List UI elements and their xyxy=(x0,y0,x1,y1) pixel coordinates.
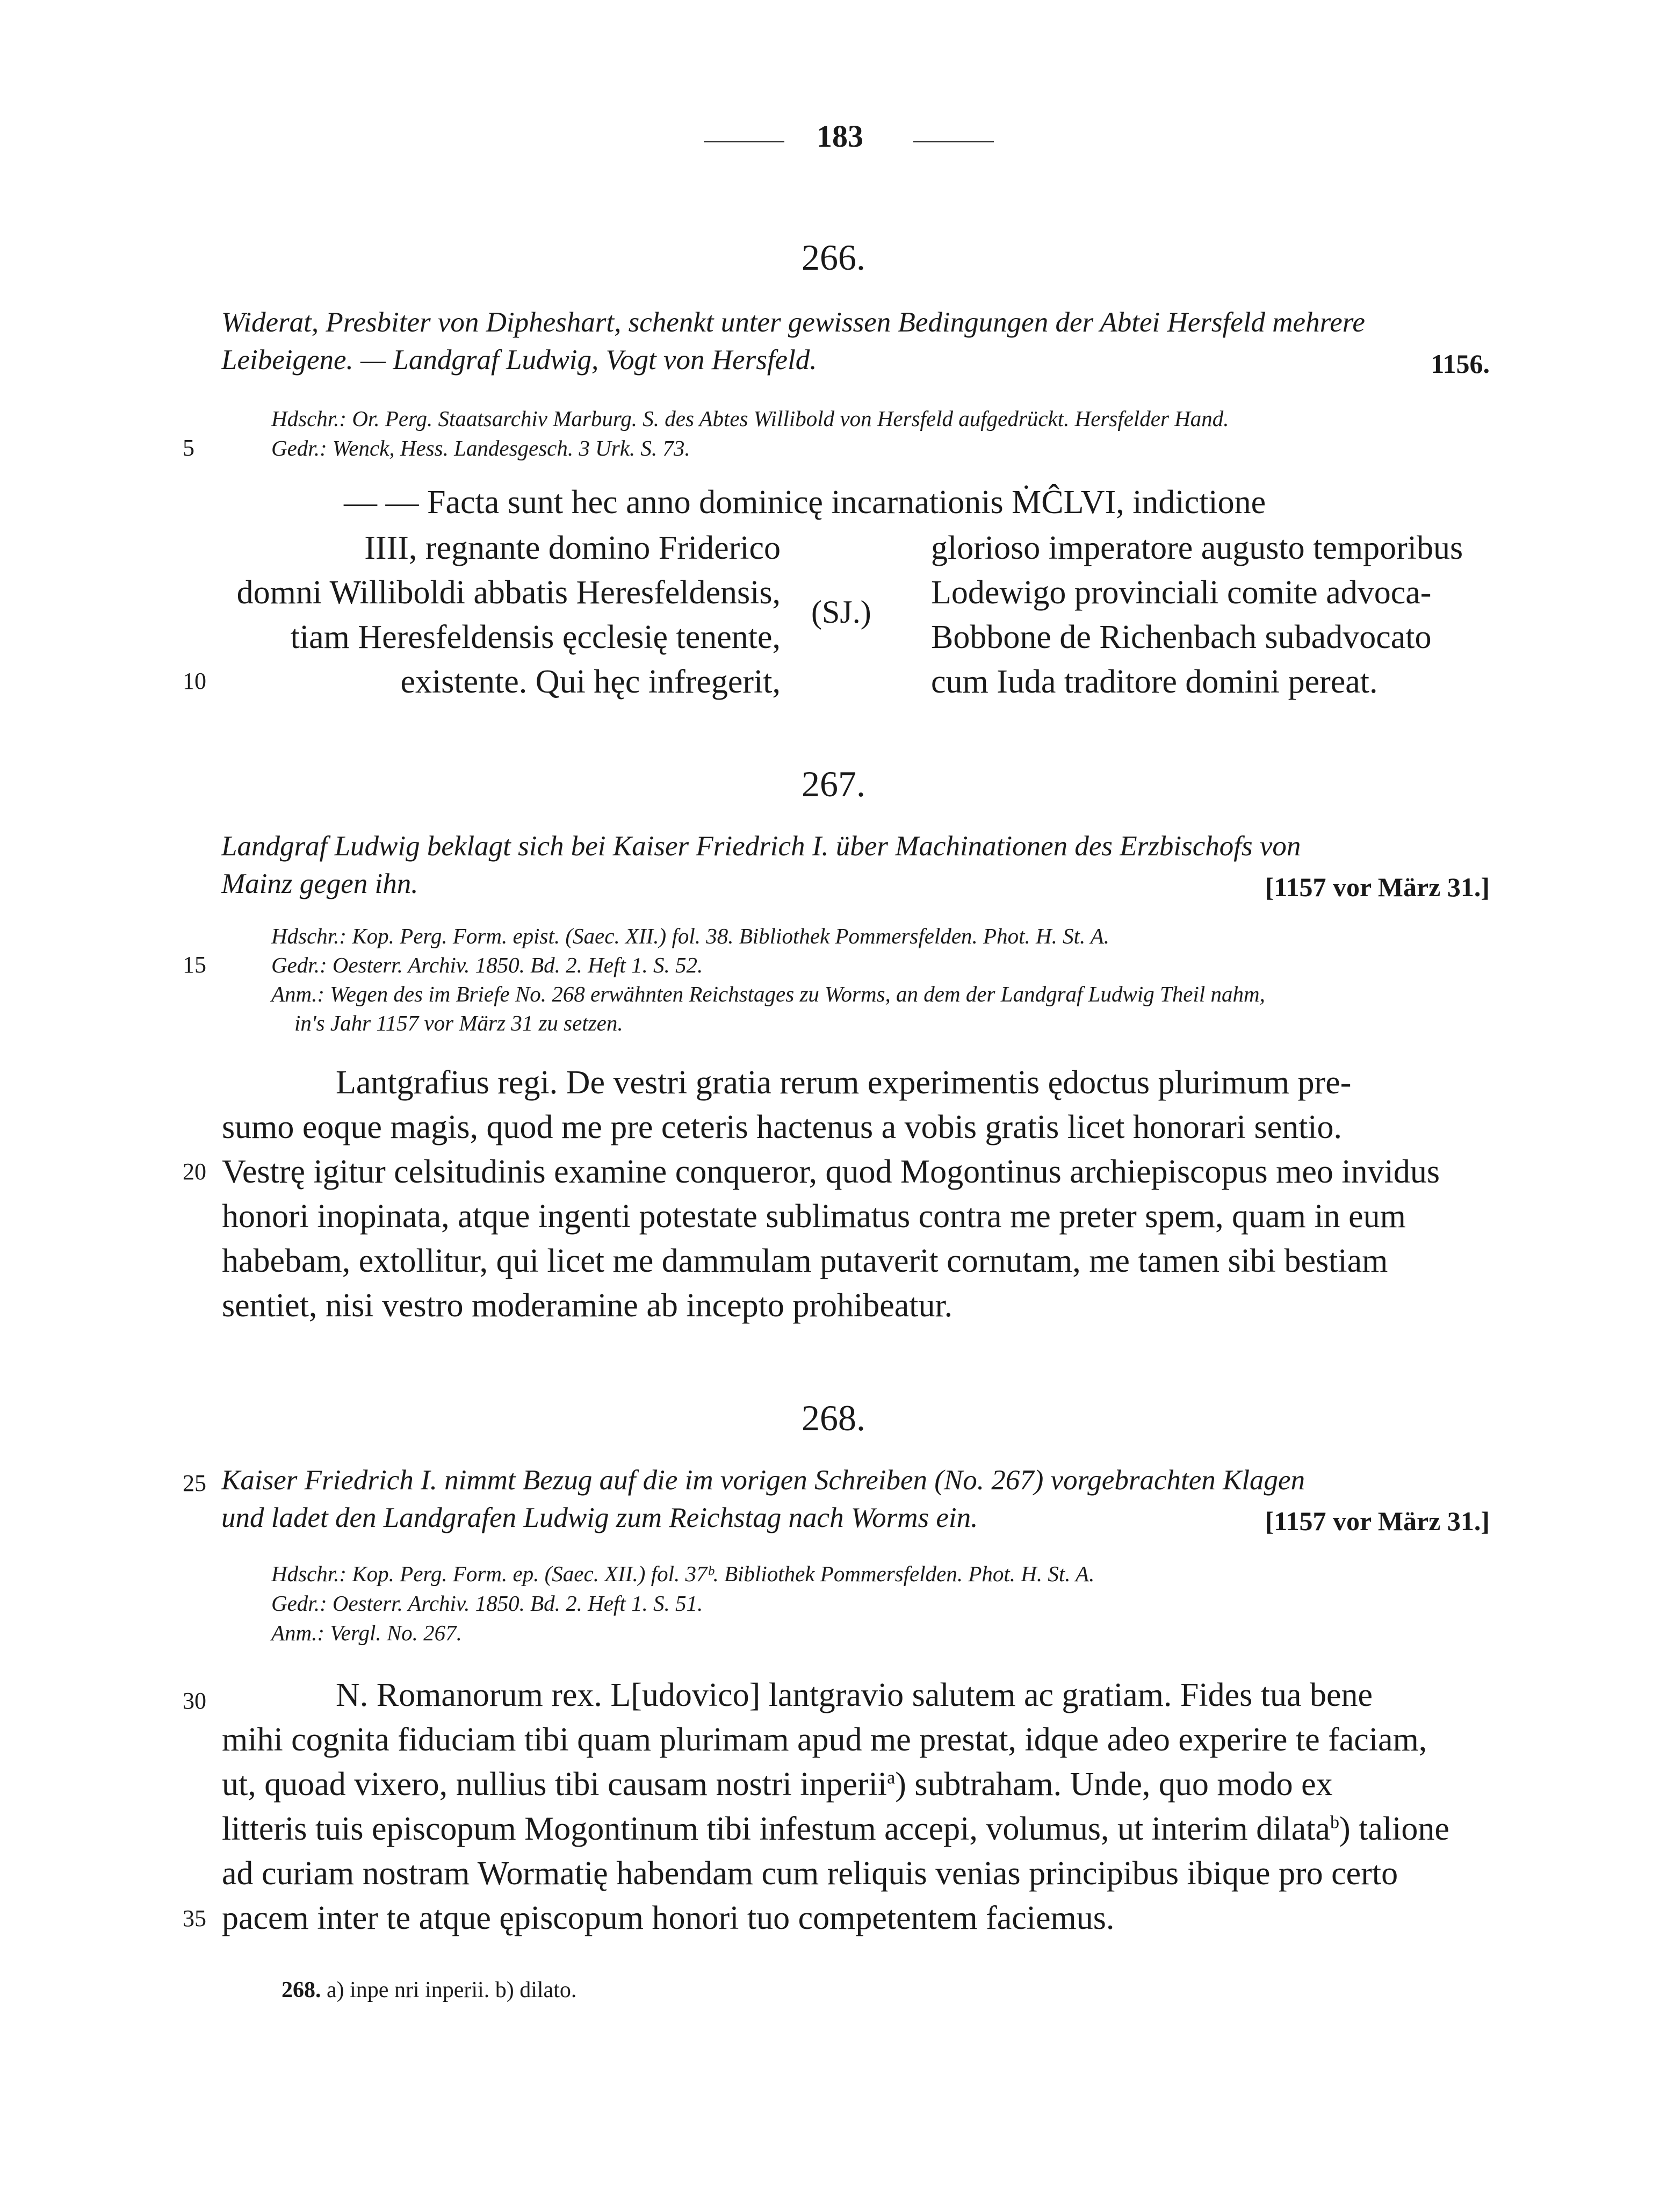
doc-268-body-1: N. Romanorum rex. L[udovico] lantgravio salutem ac gratiam. Fides tua bene xyxy=(336,1677,1373,1713)
doc-266-left-col-4: existente. Qui hęc infregerit, xyxy=(400,664,781,700)
doc-267-body-2: sumo eoque magis, quod me pre ceteris hactenus a vobis gratis licet honorari sentio. xyxy=(222,1109,1343,1145)
doc-266-meta-2: Gedr.: Wenck, Hess. Landesgesch. 3 Urk. S. 73. xyxy=(271,436,690,460)
doc-267-date: [1157 vor März 31.] xyxy=(1265,872,1490,902)
doc-267-body-3: Vestrę igitur celsitudinis examine conqueror, quod Mogontinus archiepiscopus meo invidus xyxy=(222,1154,1440,1190)
footnote-label: 268. xyxy=(282,1978,321,2002)
doc-266-regest-line-2: Leibeigene. — Landgraf Ludwig, Vogt von Hersfeld. xyxy=(221,344,817,376)
doc-268-number: 268. xyxy=(802,1397,865,1438)
doc-268-body-3-text: ut, quoad vixero, nullius tibi causam nostri inperii xyxy=(222,1766,887,1803)
header-rule-right xyxy=(913,141,994,142)
doc-268-body-5: ad curiam nostram Wormatię habendam cum reliquis venias principibus ibique pro certo xyxy=(222,1855,1398,1892)
doc-266-meta-1: Hdschr.: Or. Perg. Staatsarchiv Marburg. S. des Abtes Willibold von Hersfeld aufgedrückt. Hersfelder Hand. xyxy=(271,406,1229,431)
doc-268-meta-3: Anm.: Vergl. No. 267. xyxy=(271,1620,462,1645)
footnote-ref-b: b xyxy=(1330,1812,1339,1833)
doc-268-meta-2: Gedr.: Oesterr. Archiv. 1850. Bd. 2. Heft 1. S. 51. xyxy=(271,1591,703,1616)
header-rule-left xyxy=(704,141,784,142)
doc-268-body-3-tail: ) subtraham. Unde, quo modo ex xyxy=(895,1766,1333,1803)
doc-268-date: [1157 vor März 31.] xyxy=(1265,1506,1490,1536)
doc-266-right-col-2: Lodewigo provinciali comite advoca- xyxy=(931,574,1432,611)
doc-267-regest-line-1: Landgraf Ludwig beklagt sich bei Kaiser Friedrich I. über Machinationen des Erzbischofs von xyxy=(221,831,1301,862)
seal-mark: (SJ.) xyxy=(811,594,871,630)
page-number: 183 xyxy=(817,119,863,154)
doc-267-number: 267. xyxy=(802,763,865,804)
doc-267-meta-1: Hdschr.: Kop. Perg. Form. epist. (Saec. XII.) fol. 38. Bibliothek Pommersfelden. Phot. H. St. A. xyxy=(271,924,1110,948)
doc-267-meta-4: in's Jahr 1157 vor März 31 zu setzen. xyxy=(294,1011,623,1035)
doc-267-body-6: sentiet, nisi vestro moderamine ab incepto prohibeatur. xyxy=(222,1287,953,1324)
doc-266-left-col-3: tiam Heresfeldensis ęcclesię tenente, xyxy=(290,619,781,655)
line-number-15: 15 xyxy=(183,952,206,978)
doc-268-body-4 xyxy=(222,1810,1449,1848)
doc-266-left-col-2: domni Williboldi abbatis Heresfeldensis, xyxy=(236,574,781,611)
doc-267-regest-line-2: Mainz gegen ihn. xyxy=(221,868,418,899)
line-number-20: 20 xyxy=(183,1158,206,1185)
footnote-text: a) inpe nri inperii. b) dilato. xyxy=(321,1978,577,2002)
line-number-35: 35 xyxy=(183,1905,206,1932)
doc-266-right-col-4: cum Iuda traditore domini pereat. xyxy=(931,664,1378,700)
footnote xyxy=(282,1977,576,2003)
doc-268-body-4-text: litteris tuis episcopum Mogontinum tibi infestum accepi, volumus, ut interim dilata xyxy=(222,1811,1330,1847)
doc-266-number: 266. xyxy=(802,237,865,278)
doc-266-right-col-3: Bobbone de Richenbach subadvocato xyxy=(931,619,1432,655)
doc-267-body-4: honori inopinata, atque ingenti potestate sublimatus contra me preter spem, quam in eum xyxy=(222,1198,1406,1235)
doc-267-meta-3: Anm.: Wegen des im Briefe No. 268 erwähnten Reichstages zu Worms, an dem der Landgraf Ludwig Theil nahm, xyxy=(271,982,1265,1006)
doc-267-body-5: habebam, extollitur, qui licet me dammulam putaverit cornutam, me tamen sibi bestiam xyxy=(222,1243,1388,1279)
doc-267-body-1: Lantgrafius regi. De vestri gratia rerum experimentis ędoctus plurimum pre- xyxy=(336,1064,1352,1101)
doc-268-meta-1: Hdschr.: Kop. Perg. Form. ep. (Saec. XII.) fol. 37ᵇ. Bibliothek Pommersfelden. Phot. H. St. A. xyxy=(271,1561,1095,1586)
doc-267-meta-2: Gedr.: Oesterr. Archiv. 1850. Bd. 2. Heft 1. S. 52. xyxy=(271,953,703,977)
doc-268-regest-line-2: und ladet den Landgrafen Ludwig zum Reichstag nach Worms ein. xyxy=(221,1502,978,1533)
line-number-5: 5 xyxy=(183,435,194,461)
doc-268-body-6: pacem inter te atque ępiscopum honori tuo competentem faciemus. xyxy=(222,1900,1115,1936)
doc-268-body-2: mihi cognita fiduciam tibi quam plurimam apud me prestat, idque adeo experire te faciam, xyxy=(222,1721,1427,1758)
doc-268-regest-line-1: Kaiser Friedrich I. nimmt Bezug auf die im vorigen Schreiben (No. 267) vorgebrachten Klagen xyxy=(221,1465,1305,1496)
doc-266-right-col-1: glorioso imperatore augusto temporibus xyxy=(931,530,1463,566)
footnote-ref-a: a xyxy=(887,1768,896,1788)
line-number-25: 25 xyxy=(183,1470,206,1496)
doc-268-body-4-tail: ) talione xyxy=(1339,1811,1449,1847)
doc-266-date: 1156. xyxy=(1431,349,1490,379)
doc-266-left-col-1: IIII, regnante domino Friderico xyxy=(364,530,781,566)
doc-266-first-line: — — Facta sunt hec anno dominicę incarnationis ṀĈLVI, indictione xyxy=(344,484,1266,521)
doc-268-body-3 xyxy=(222,1766,1333,1804)
doc-266-regest-line-1: Widerat, Presbiter von Dipheshart, schenkt unter gewissen Bedingungen der Abtei Hersfeld mehrere xyxy=(221,307,1365,338)
line-number-30: 30 xyxy=(183,1688,206,1714)
line-number-10: 10 xyxy=(183,668,206,694)
